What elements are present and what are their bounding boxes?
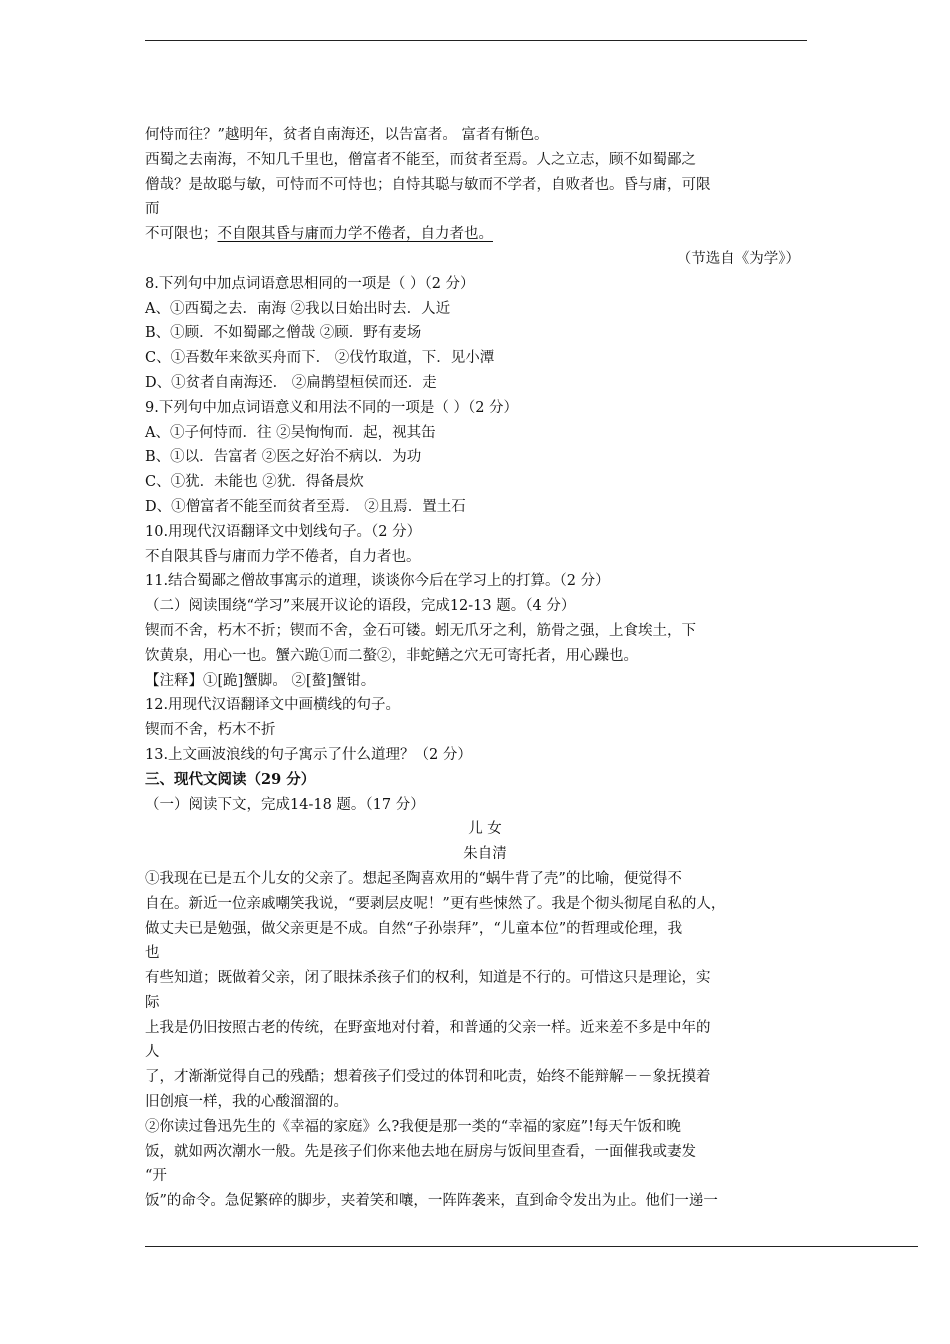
passage-line: 而 (145, 201, 160, 218)
essay-line: ①我现在已是五个儿女的父亲了。想起圣陶喜欢用的“蜗牛背了壳”的比喻，便觉得不 (145, 870, 682, 887)
question-8-option-a: A、①西蜀之去．南海 ②我以日始出时去．人近 (145, 300, 451, 317)
question-8-option-d: D、①贫者自南海还． ②扁鹊望桓侯而还．走 (145, 374, 437, 391)
passage-line (145, 222, 825, 247)
question-11-stem: 11.结合蜀鄙之僧故事寓示的道理，谈谈你今后在学习上的打算。（2 分） (145, 573, 610, 590)
question-10-sentence: 不自限其昏与庸而力学不倦者，自力者也。 (145, 548, 421, 565)
part-3-heading: 三、现代文阅读（29 分） (145, 770, 316, 788)
essay-author: 朱自清 (463, 846, 507, 863)
passage-line: 僧哉？是故聪与敏，可恃而不可恃也；自恃其聪与敏而不学者，自败者也。昏与庸，可限 (145, 176, 711, 193)
essay-line: ②你读过鲁迅先生的《幸福的家庭》么?我便是那一类的“幸福的家庭”!每天午饭和晚 (145, 1118, 681, 1135)
passage-source: （节选自《为学》） (676, 250, 800, 267)
question-10-stem: 10.用现代汉语翻译文中划线句子。（2 分） (145, 523, 422, 540)
question-9-option-d: D、①僧富者不能至而贫者至焉． ②且焉．置土石 (145, 498, 466, 515)
essay-line: 也 (145, 945, 160, 962)
passage-line: 何恃而往？”越明年，贫者自南海还，以告富者。 富者有惭色。 (145, 127, 549, 143)
section-2-passage-line: 锲而不舍，朽木不折；锲而不舍，金石可镂。蚓无爪牙之利，筋骨之强，上食埃土，下 (145, 622, 696, 639)
essay-line: 做丈夫已是勉强，做父亲更是不成。自然“子孙崇拜”，“儿童本位”的哲理或伦理，我 (145, 920, 683, 937)
passage-line: 西蜀之去南海，不知几千里也，僧富者不能至，而贫者至焉。人之立志，顾不如蜀鄙之 (145, 151, 696, 168)
header-rule (145, 40, 807, 41)
question-9-option-a: A、①子何恃而．往 ②吴恂恂而．起，视其缶 (145, 424, 436, 441)
essay-line: 自在。新近一位亲戚嘲笑我说，“要剥层皮呢！”更有些悚然了。我是个彻头彻尾自私的人， (145, 895, 726, 912)
passage-text: 不可限也； (145, 226, 218, 243)
question-9-stem: 9.下列句中加点词语意义和用法不同的一项是（ ）（2 分） (145, 399, 519, 416)
essay-line: 旧创痕一样，我的心酸溜溜的。 (145, 1094, 348, 1111)
section-2-passage-line: 饮黄泉，用心一也。蟹六跪①而二螯②，非蛇鳝之穴无可寄托者，用心躁也。 (145, 647, 638, 664)
question-9-option-b: B、①以．告富者 ②医之好治不病以．为功 (145, 449, 422, 466)
document-body (145, 123, 825, 1214)
essay-line: 际 (145, 994, 160, 1011)
question-8-option-b: B、①顾．不如蜀鄙之僧哉 ②顾．野有麦场 (145, 325, 422, 342)
essay-line: 饭，就如两次潮水一般。先是孩子们你来他去地在厨房与饭间里查看，一面催我或妻发 (145, 1143, 696, 1160)
essay-line: 了，才渐渐觉得自己的残酷；想着孩子们受过的体罚和叱责，始终不能辩解－－象抚摸着 (145, 1069, 711, 1086)
essay-line: 饭”的命令。急促繁碎的脚步，夹着笑和嚷，一阵阵袭来，直到命令发出为止。他们一递一 (145, 1193, 718, 1210)
essay-line: 上我是仍旧按照古老的传统，在野蛮地对付着，和普通的父亲一样。近来差不多是中年的 (145, 1019, 711, 1036)
footer-rule (145, 1246, 918, 1247)
essay-line: 人 (145, 1044, 160, 1061)
section-2-note: 【注释】①[跪]蟹脚。 ②[螯]蟹钳。 (145, 672, 376, 689)
question-9-option-c: C、①犹．未能也 ②犹．得备晨炊 (145, 474, 364, 491)
essay-line: “开 (145, 1168, 167, 1185)
section-2-title: （二）阅读围绕“学习”来展开议论的语段，完成12-13 题。（4 分） (145, 598, 576, 615)
part-3-subheading: （一）阅读下文，完成14-18 题。（17 分） (145, 796, 425, 813)
question-13-stem: 13.上文画波浪线的句子寓示了什么道理？（2 分） (145, 746, 472, 763)
essay-title: 儿 女 (468, 821, 502, 838)
essay-line: 有些知道；既做着父亲，闭了眼抹杀孩子们的权利，知道是不行的。可惜这只是理论，实 (145, 970, 711, 987)
question-8-stem: 8.下列句中加点词语意思相同的一项是（ ）（2 分） (145, 275, 475, 292)
question-12-stem: 12.用现代汉语翻译文中画横线的句子。 (145, 697, 401, 714)
underlined-sentence: 不自限其昏与庸而力学不倦者，自力者也。 (217, 226, 493, 243)
question-12-sentence: 锲而不舍，朽木不折 (145, 722, 276, 739)
question-8-option-c: C、①吾数年来欲买舟而下． ②伐竹取道，下．见小潭 (145, 350, 495, 367)
